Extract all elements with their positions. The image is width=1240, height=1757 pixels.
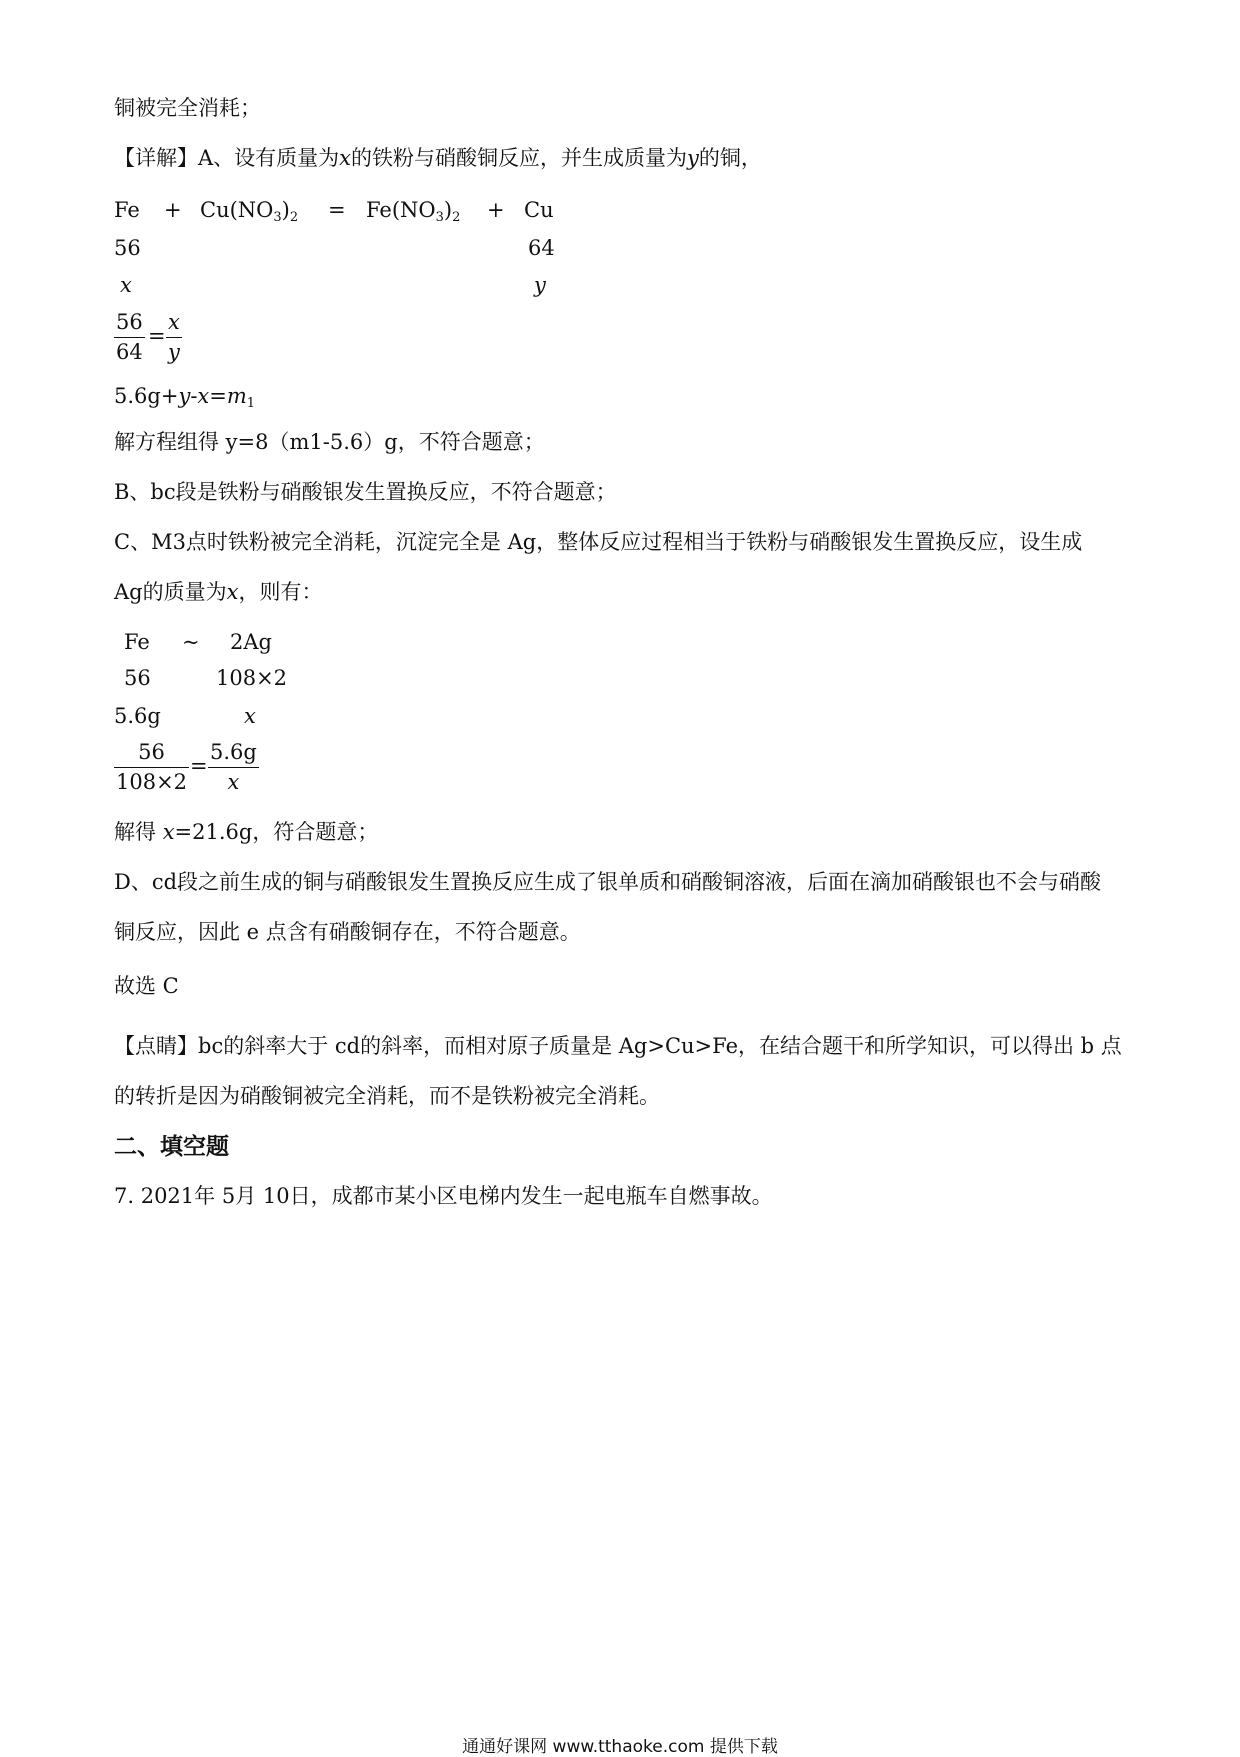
page-footer: 通通好课网 www.tthaoke.com 提供下载 [462,1737,778,1757]
solve-c-line: 解得 x=21.6g，符合题意； [114,820,379,844]
question-7: 7. 2021年 5月 10日，成都市某小区电梯内发生一起电瓶车自燃事故。 [114,1184,773,1208]
option-d-line-2: 铜反应，因此 e 点含有硝酸铜存在，不符合题意。 [114,920,581,944]
eq1-iron-nitrate: $Fe(NO_3)_2$ [366,198,461,225]
option-c-line-2: Ag的质量为x，则有： [114,580,323,604]
option-c-line-1: C、M3点时铁粉被完全消耗，沉淀完全是 Ag，整体反应过程相当于铁粉与硝酸银发生置换反应，设生成 [114,530,1083,554]
eq1-cu: Cu [524,198,554,222]
detail-text-c: 的铜， [698,146,762,170]
eq1-plus-2: + [487,198,505,222]
eq2-tilde: ~ [182,630,200,654]
detail-text-a: A、设有质量为 [198,146,340,170]
eq1-mass-balance: $5.6g+y-x=m_1$ [114,384,256,411]
solve-a-line: 解方程组得 y=8（m1-5.6）g，不符合题意； [114,430,545,454]
detail-tag: 【详解】 [114,146,198,170]
eq1-fraction-left: 56 64 [116,310,143,364]
eq2-fe: Fe [124,630,150,654]
option-d-line-1: D、cd段之前生成的铜与硝酸银发生置换反应生成了银单质和硝酸铜溶液，后面在滴加硝酸银也不会与硝酸 [114,870,1102,894]
var-y: y [687,146,699,170]
eq1-fraction-equals: = [148,324,166,348]
comment-line-2: 的转折是因为硝酸铜被完全消耗，而不是铁粉被完全消耗。 [114,1084,660,1108]
eq1-mass-cu: 64 [528,236,555,260]
eq1-fe: Fe [114,198,140,222]
eq2-ag: 2Ag [230,630,272,654]
option-b-line: B、bc段是铁粉与硝酸银发生置换反应，不符合题意； [114,480,617,504]
eq2-fraction-left: 56 108×2 [116,740,188,794]
eq1-copper-nitrate: $Cu(NO_3)_2$ [200,198,299,225]
detail-line [114,148,762,169]
eq1-fraction-right: x y [168,310,180,364]
eq2-mass-fe: 56 [124,666,151,690]
comment-tag: 【点睛】 [114,1034,198,1058]
eq1-var-x: x [120,273,132,297]
section-heading: 二、填空题 [114,1134,229,1160]
eq1-plus-1: + [164,198,182,222]
answer-line: 故选 C [114,974,179,998]
eq2-fraction-right: 5.6g x [210,740,257,794]
comment-line-1: 【点睛】bc的斜率大于 cd的斜率，而相对原子质量是 Ag>Cu>Fe，在结合题干和所学知识，可以得出 b 点 [114,1034,1122,1058]
eq1-equals: = [328,198,346,222]
eq1-mass-fe: 56 [114,236,141,260]
text-line-1: 铜被完全消耗； [114,96,261,120]
eq2-mass-ag: 108×2 [216,666,288,690]
eq2-given-fe: 5.6g [114,704,161,728]
var-x: x [339,146,352,170]
eq2-var-x: x [244,704,256,728]
eq2-fraction-equals: = [190,754,208,778]
detail-text-b: 的铁粉与硝酸铜反应，并生成质量为 [351,146,688,170]
eq1-var-y: y [534,273,546,297]
